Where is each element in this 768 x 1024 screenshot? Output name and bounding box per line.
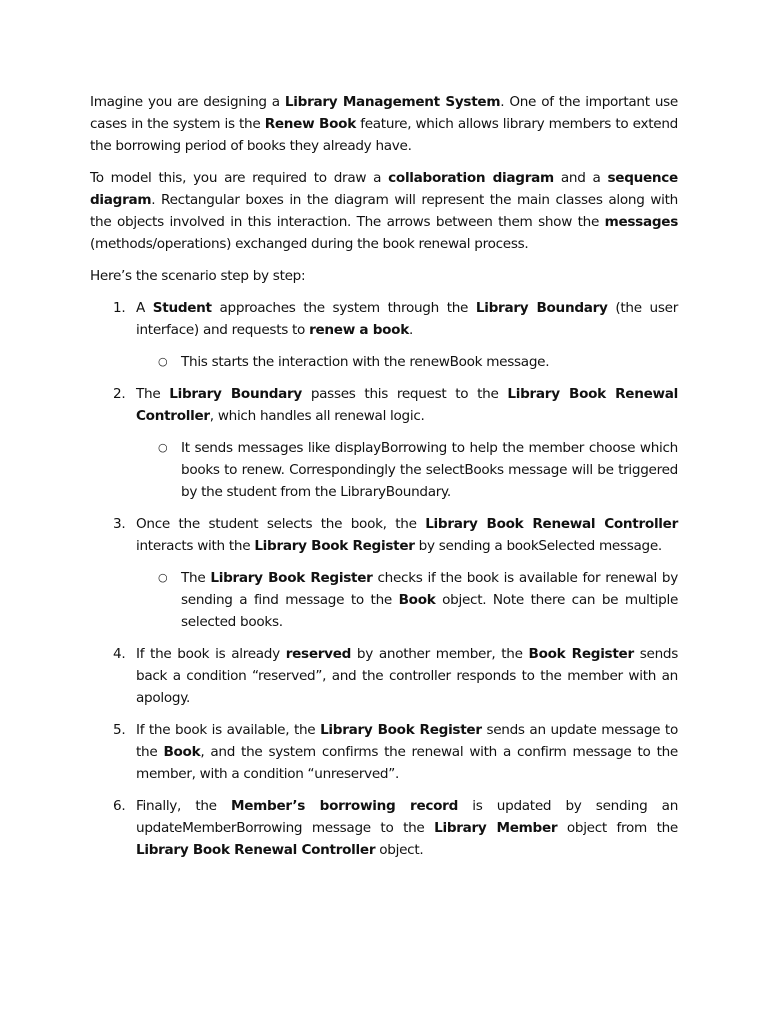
bold-text: Book (398, 592, 436, 608)
text-run: by another member, the (351, 646, 529, 662)
step-item (90, 513, 678, 633)
document-page (90, 91, 678, 871)
bold-text: Library Boundary (169, 386, 302, 402)
step-number: 3. (113, 516, 126, 532)
bold-text: Library Boundary (475, 300, 608, 316)
step-text (136, 646, 678, 706)
sub-bullet-list (136, 351, 678, 373)
bold-text: Book Register (528, 646, 634, 662)
bold-text: Library Book Register (210, 570, 373, 586)
step-item (90, 795, 678, 861)
text-run: This starts the interaction with the renewBook message. (181, 354, 550, 370)
sub-bullet-item (136, 567, 678, 633)
sub-bullet-item (136, 351, 678, 373)
text-run: To model this, you are required to draw a (90, 170, 389, 186)
text-run: The (136, 386, 170, 402)
hollow-circle-bullet-icon: ○ (158, 571, 168, 584)
text-run: . One of the important use cases in the system is the (90, 94, 678, 132)
text-run: Finally, the (136, 798, 231, 814)
text-run: , and the system confirms the renewal with a confirm message to the member, with a condition “unreserved”. (136, 744, 678, 782)
scenario-label: Here’s the scenario step by step: (90, 268, 306, 284)
bold-text: Library Book Renewal Controller (136, 386, 679, 424)
sub-bullet-text (181, 440, 678, 500)
step-number: 5. (113, 722, 126, 738)
bold-text: Library Book Register (254, 538, 415, 554)
step-number: 4. (113, 646, 126, 662)
text-run: Once the student selects the book, the (136, 516, 426, 532)
bold-text: renew a book (309, 322, 409, 338)
text-run: feature, which allows library members to extend the borrowing period of books they already have. (90, 116, 678, 154)
text-run: sends an update message to the (136, 722, 678, 760)
step-text (136, 798, 678, 858)
intro-paragraph (90, 91, 678, 157)
bold-text: collaboration diagram (388, 170, 554, 186)
text-run: and a (553, 170, 608, 186)
bold-text: Library Management System (284, 94, 501, 110)
text-run: The (181, 570, 211, 586)
sub-bullet-text (181, 570, 678, 630)
step-item (90, 297, 678, 373)
text-run: by sending a bookSelected message. (414, 538, 662, 554)
step-text (136, 386, 678, 424)
text-run: passes this request to the (301, 386, 508, 402)
text-run: object. Note there can be multiple selected books. (181, 592, 679, 630)
step-text (136, 516, 678, 554)
text-run: , which handles all renewal logic. (209, 408, 425, 424)
bold-text: messages (604, 214, 678, 230)
bold-text: Renew Book (264, 116, 356, 132)
text-run: approaches the system through the (211, 300, 476, 316)
sub-bullet-text (181, 354, 549, 370)
step-item (90, 383, 678, 503)
text-run: object from the (557, 820, 678, 836)
bold-text: Library Book Renewal Controller (425, 516, 678, 532)
text-run: If the book is already (136, 646, 286, 662)
text-run: . (408, 322, 413, 338)
text-run: It sends messages like displayBorrowing to help the member choose which books to renew. Correspondingly the selectBooks message will be triggered by the student from the LibraryBoundary. (181, 440, 678, 500)
sub-bullet-item (136, 437, 678, 503)
sub-bullet-list (136, 567, 678, 633)
text-run: sends back a condition “reserved”, and the controller responds to the member with an apology. (136, 646, 678, 706)
sub-bullet-list (136, 437, 678, 503)
step-text (136, 300, 678, 338)
text-run: object. (375, 842, 424, 858)
model-paragraph (90, 167, 678, 255)
text-run: If the book is available, the (136, 722, 321, 738)
scenario-steps-list (90, 297, 678, 861)
text-run: (methods/operations) exchanged during the book renewal process. (90, 236, 529, 252)
step-item (90, 719, 678, 785)
step-item (90, 643, 678, 709)
bold-text: Library Book Register (320, 722, 482, 738)
bold-text: Book (163, 744, 201, 760)
bold-text: Member’s borrowing record (231, 798, 459, 814)
text-run: interacts with the (136, 538, 255, 554)
step-number: 6. (113, 798, 126, 814)
text-run: A (136, 300, 153, 316)
hollow-circle-bullet-icon: ○ (158, 441, 168, 454)
bold-text: reserved (285, 646, 352, 662)
bold-text: Library Book Renewal Controller (136, 842, 376, 858)
text-run: Imagine you are designing a (90, 94, 285, 110)
bold-text: Library Member (434, 820, 558, 836)
text-run: checks if the book is available for renewal by sending a find message to the (181, 570, 678, 608)
step-number: 2. (113, 386, 126, 402)
text-run: . Rectangular boxes in the diagram will represent the main classes along with the objects involved in this interaction. The arrows between them show the (90, 192, 678, 230)
step-number: 1. (113, 300, 126, 316)
text-run: is updated by sending an updateMemberBorrowing message to the (136, 798, 679, 836)
bold-text: Student (152, 300, 212, 316)
step-text (136, 722, 678, 782)
hollow-circle-bullet-icon: ○ (158, 355, 168, 368)
bold-text: sequence diagram (90, 170, 678, 208)
text-run: (the user interface) and requests to (136, 300, 678, 338)
